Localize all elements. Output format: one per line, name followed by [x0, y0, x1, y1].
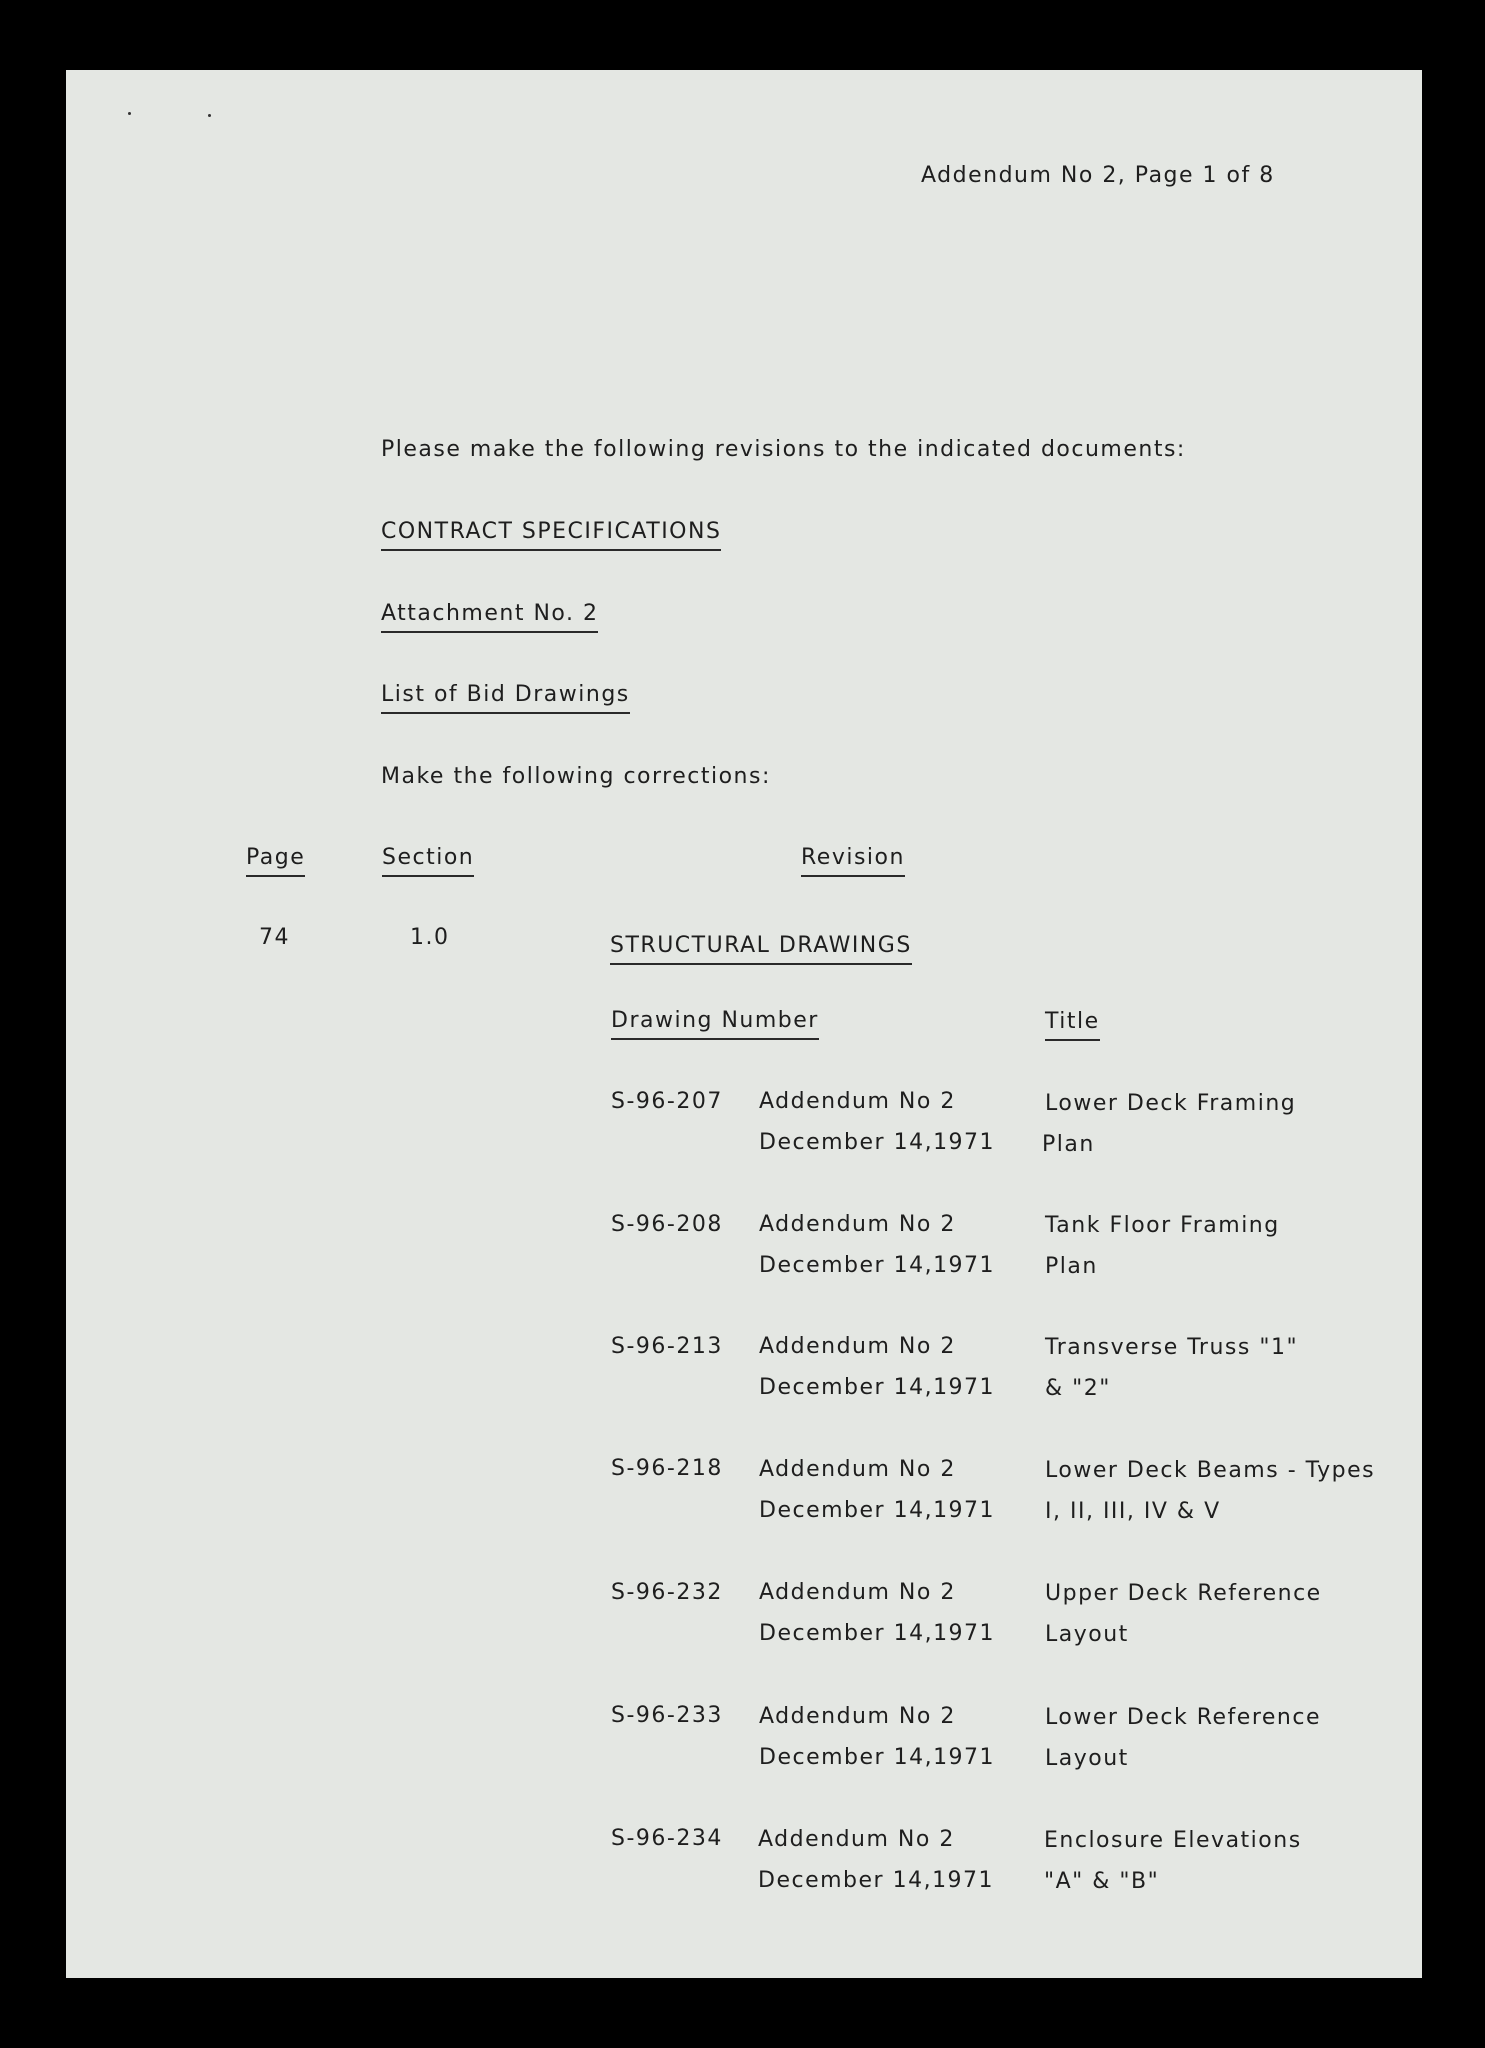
drawing-number: S-96-207 — [611, 1089, 723, 1114]
drawing-date: December 14,1971 — [759, 1498, 996, 1523]
drawing-title-line1: Lower Deck Framing — [1045, 1091, 1297, 1116]
drawing-addendum: Addendum No 2 — [759, 1334, 956, 1359]
drawing-date: December 14,1971 — [759, 1253, 996, 1278]
drawing-number: S-96-213 — [611, 1334, 723, 1359]
drawing-addendum: Addendum No 2 — [759, 1089, 956, 1114]
column-header-section: Section — [382, 844, 474, 877]
drawing-title-line1: Transverse Truss "1" — [1045, 1335, 1299, 1360]
drawing-addendum: Addendum No 2 — [759, 1212, 956, 1237]
drawing-number: S-96-218 — [611, 1456, 723, 1481]
paper-speck — [208, 114, 211, 117]
drawing-title-line1: Lower Deck Reference — [1045, 1705, 1321, 1730]
drawing-number: S-96-232 — [611, 1580, 723, 1605]
page-header: Addendum No 2, Page 1 of 8 — [921, 163, 1275, 188]
section-title: CONTRACT SPECIFICATIONS — [381, 518, 721, 551]
document-page — [66, 70, 1422, 1978]
drawing-addendum: Addendum No 2 — [759, 1704, 956, 1729]
column-header-title: Title — [1045, 1008, 1100, 1041]
drawing-title-line2: Plan — [1042, 1132, 1095, 1157]
drawing-title-line2: Layout — [1045, 1746, 1129, 1771]
instruction-text: Make the following corrections: — [381, 764, 771, 789]
drawing-title-line1: Upper Deck Reference — [1045, 1581, 1322, 1606]
drawing-title-line1: Enclosure Elevations — [1044, 1828, 1302, 1853]
drawing-title-line2: & "2" — [1045, 1376, 1111, 1401]
column-header-revision: Revision — [801, 844, 905, 877]
drawing-number: S-96-234 — [611, 1826, 723, 1851]
drawing-title-line2: Plan — [1045, 1254, 1098, 1279]
drawing-title-line2: I, II, III, IV & V — [1045, 1499, 1221, 1524]
column-header-page: Page — [246, 844, 305, 877]
drawing-date: December 14,1971 — [759, 1375, 996, 1400]
drawing-number: S-96-233 — [611, 1703, 723, 1728]
intro-text: Please make the following revisions to the indicated documents: — [381, 437, 1186, 462]
column-header-drawing-number: Drawing Number — [611, 1007, 819, 1040]
entry-section: 1.0 — [410, 925, 450, 950]
attachment-title: Attachment No. 2 — [381, 600, 598, 633]
drawing-date: December 14,1971 — [758, 1868, 995, 1893]
list-title: List of Bid Drawings — [381, 681, 630, 714]
drawing-number: S-96-208 — [611, 1212, 723, 1237]
drawing-date: December 14,1971 — [759, 1130, 996, 1155]
entry-heading: STRUCTURAL DRAWINGS — [610, 932, 912, 965]
drawing-addendum: Addendum No 2 — [759, 1457, 956, 1482]
drawing-title-line2: Layout — [1045, 1622, 1129, 1647]
drawing-title-line1: Tank Floor Framing — [1045, 1213, 1280, 1238]
drawing-date: December 14,1971 — [759, 1745, 996, 1770]
drawing-addendum: Addendum No 2 — [759, 1580, 956, 1605]
drawing-title-line2: "A" & "B" — [1044, 1869, 1160, 1894]
drawing-addendum: Addendum No 2 — [758, 1827, 955, 1852]
drawing-date: December 14,1971 — [759, 1621, 996, 1646]
paper-speck — [128, 112, 131, 115]
drawing-title-line1: Lower Deck Beams - Types — [1045, 1458, 1376, 1483]
entry-page: 74 — [259, 925, 290, 950]
